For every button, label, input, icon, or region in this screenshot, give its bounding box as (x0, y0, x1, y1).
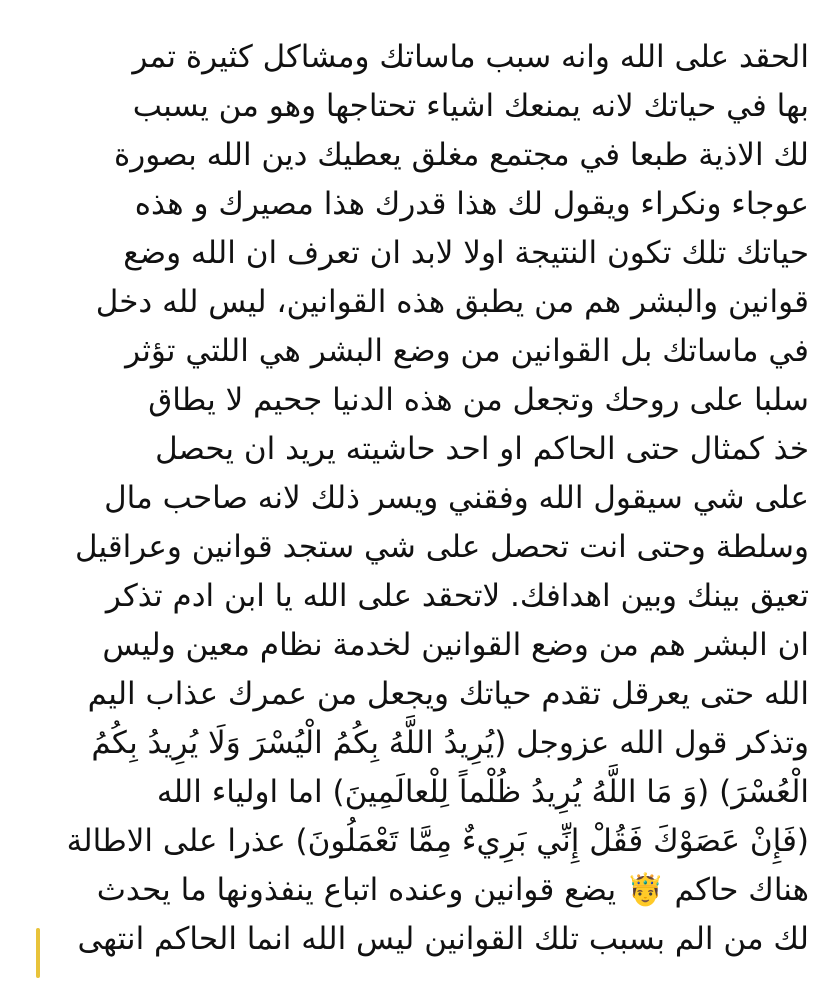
text-line: (فَإِنْ عَصَوْكَ فَقُلْ إِنِّي بَرِيءٌ مِمَّا تَعْمَلُونَ) عذرا على الاطالة (66, 823, 809, 859)
text-line: الحقد على الله وانه سبب ماساتك ومشاكل كثيرة تمر (132, 39, 809, 75)
text-line: سلبا على روحك وتجعل من هذه الدنيا جحيم لا يطاق (148, 382, 809, 418)
text-line: عوجاء ونكراء ويقول لك هذا قدرك هذا مصيرك و هذه (134, 186, 809, 222)
text-line: بها في حياتك لانه يمنعك اشياء تحتاجها وهو من يسبب (132, 88, 809, 124)
text-line: قوانين والبشر هم من يطبق هذه القوانين، ليس لله دخل (95, 284, 809, 320)
text-line: لك من الم بسبب تلك القوانين ليس الله انما الحاكم انتهى (77, 921, 809, 957)
text-line: لك الاذية طبعا في مجتمع مغلق يعطيك دين الله بصورة (114, 137, 809, 173)
text-line: هناك حاكم 🤴 يضع قوانين وعنده اتباع ينفذونها ما يحدث (96, 872, 809, 908)
text-line: الله حتى يعرقل تقدم حياتك ويجعل من عمرك عذاب اليم (87, 676, 809, 712)
text-cursor (36, 928, 40, 978)
text-line: حياتك تلك تكون النتيجة اولا لابد ان تعرف ان الله وضع (123, 235, 809, 271)
text-line: تعيق بينك وبين اهدافك. لاتحقد على الله يا ابن ادم تذكر (105, 578, 809, 614)
text-line: الْعُسْرَ) (وَ مَا اللَّهُ يُرِيدُ ظُلْماً لِلْعالَمِينَ) اما اولياء الله (156, 774, 809, 810)
text-line: خذ كمثال حتى الحاكم او احد حاشيته يريد ان يحصل (155, 431, 809, 467)
text-line: وسلطة وحتى انت تحصل على شي ستجد قوانين وعراقيل (75, 529, 809, 565)
text-line: على شي سيقول الله وفقني ويسر ذلك لانه صاحب مال (104, 480, 809, 516)
text-line: ان البشر هم من وضع القوانين لخدمة نظام معين وليس (102, 627, 809, 663)
text-line: وتذكر قول الله عزوجل (يُرِيدُ اللَّهُ بِكُمُ الْيُسْرَ وَلَا يُرِيدُ بِكُمُ (91, 725, 809, 761)
text-line: في ماساتك بل القوانين من وضع البشر هي اللتي تؤثر (125, 333, 809, 369)
